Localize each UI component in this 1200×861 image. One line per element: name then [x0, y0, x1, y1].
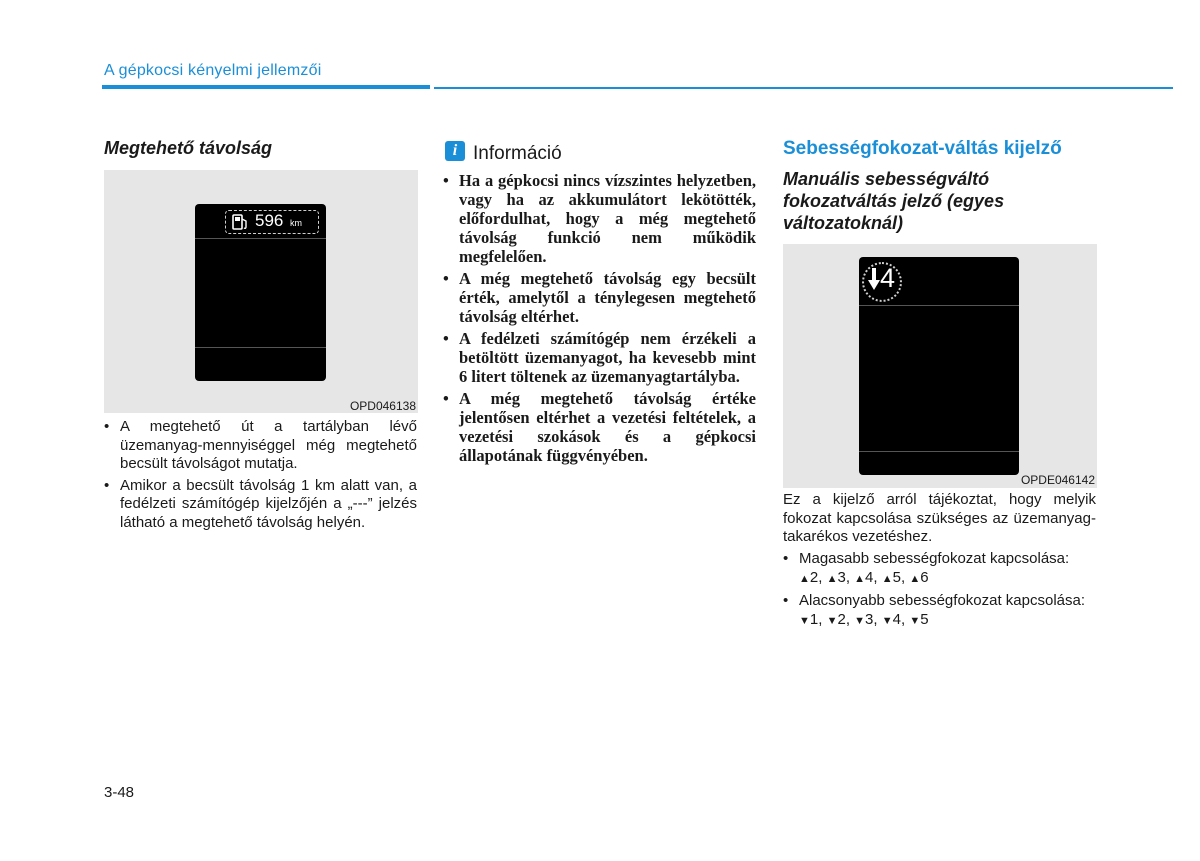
- gear-value: 4: [892, 610, 901, 628]
- gear-shift-subtitle: Manuális sebességváltó fokozatváltás jelző (egyes változatoknál): [783, 169, 1005, 233]
- range-unit: km: [290, 218, 302, 228]
- header-rule-thick: [102, 85, 430, 89]
- fuel-pump-icon: [231, 213, 251, 231]
- downshift-arrow-icon: ▼: [854, 614, 866, 627]
- list-item: • Amikor a becsült távolság 1 km alatt van, a fedélzeti számítógép kijelzőjén a „---” jelzés látható a megtehető távolság helyén.: [104, 477, 417, 533]
- display-divider-top: [859, 305, 1019, 306]
- downshift-arrow-icon: ▼: [909, 614, 921, 627]
- section-header-title: A gépkocsi kényelmi jellemzői: [104, 62, 322, 79]
- list-item: • A még megtehető távolság értéke jelentősen eltérhet a vezetési feltételek, a vezetési szokások és a gépkocsi állapotának függvényében.: [443, 389, 756, 465]
- gear-value: 3: [865, 610, 874, 628]
- gear-value: 3: [837, 568, 846, 586]
- figure-code: OPD046138: [349, 399, 416, 413]
- downshift-arrow-icon: ▼: [826, 614, 838, 627]
- gear-value: 6: [920, 568, 929, 586]
- upshift-arrow-icon: ▲: [854, 572, 866, 585]
- display-divider-top: [195, 238, 326, 239]
- info-title: Információ: [473, 143, 562, 164]
- info-icon: i: [445, 141, 465, 161]
- gear-shift-bullet-list: [783, 550, 1096, 633]
- list-item: • Ha a gépkocsi nincs vízszintes helyzetben, vagy ha az akkumulátort lekötötték, előfordulhat, hogy a még megtehető távolság funkció nem működik megfelelően.: [443, 171, 756, 266]
- cluster-display: [859, 257, 1019, 475]
- list-item: • A még megtehető távolság egy becsült érték, amelytől a ténylegesen megtehető távolság eltérhet.: [443, 269, 756, 326]
- list-item: • A fedélzeti számítógép nem érzékeli a betöltött üzemanyagot, ha kevesebb mint 6 litert töltenek az üzemanyagtartályba.: [443, 329, 756, 386]
- gear-value: 2: [809, 568, 819, 586]
- upshift-label: Magasabb sebességfokozat kapcsolása:: [799, 550, 1070, 567]
- downshift-arrow-icon: [868, 268, 880, 292]
- upshift-arrow-icon: ▲: [826, 572, 838, 585]
- cluster-display: [195, 204, 326, 381]
- page-number: 3-48: [104, 784, 135, 801]
- list-item: • Magasabb sebességfokozat kapcsolása: ▲2, ▲3, ▲4, ▲5, ▲6: [783, 550, 1096, 588]
- range-value: 596: [255, 211, 284, 230]
- gear-shift-intro: Ez a kijelző arról tájékoztat, hogy melyik fokozat kapcsolása szükséges az üzemanyag-takarékos vezetéshez.: [783, 491, 1096, 545]
- header-rule-thin: [434, 87, 1173, 89]
- gear-value: 1: [809, 610, 819, 628]
- gear-shift-section-title: Sebességfokozat-váltás kijelző: [783, 138, 1062, 159]
- display-divider-bottom: [195, 347, 326, 348]
- upshift-arrow-icon: ▲: [881, 572, 893, 585]
- downshift-label: Alacsonyabb sebességfokozat kapcsolása:: [799, 592, 1086, 609]
- list-item: • A megtehető út a tartályban lévő üzemanyag-mennyiséggel még megtehető becsült távolságot mutatja.: [104, 418, 417, 474]
- gear-shift-figure: [783, 244, 1097, 488]
- gear-value: 2: [837, 610, 846, 628]
- range-figure: [104, 170, 418, 413]
- range-section-title: Megtehető távolság: [104, 138, 273, 158]
- figure-code: OPDE046142: [1020, 473, 1095, 487]
- display-divider-bottom: [859, 451, 1019, 452]
- upshift-arrow-icon: ▲: [799, 572, 810, 585]
- downshift-arrow-icon: ▼: [799, 614, 810, 627]
- gear-number: 4: [880, 263, 896, 293]
- gear-value: 4: [865, 568, 874, 586]
- info-bullet-list: [443, 171, 756, 468]
- downshift-arrow-icon: ▼: [881, 614, 893, 627]
- list-item: • Alacsonyabb sebességfokozat kapcsolása: ▼1, ▼2, ▼3, ▼4, ▼5: [783, 592, 1096, 630]
- gear-value: 5: [920, 610, 929, 628]
- upshift-arrow-icon: ▲: [909, 572, 921, 585]
- range-bullet-list: [104, 418, 417, 535]
- gear-value: 5: [892, 568, 901, 586]
